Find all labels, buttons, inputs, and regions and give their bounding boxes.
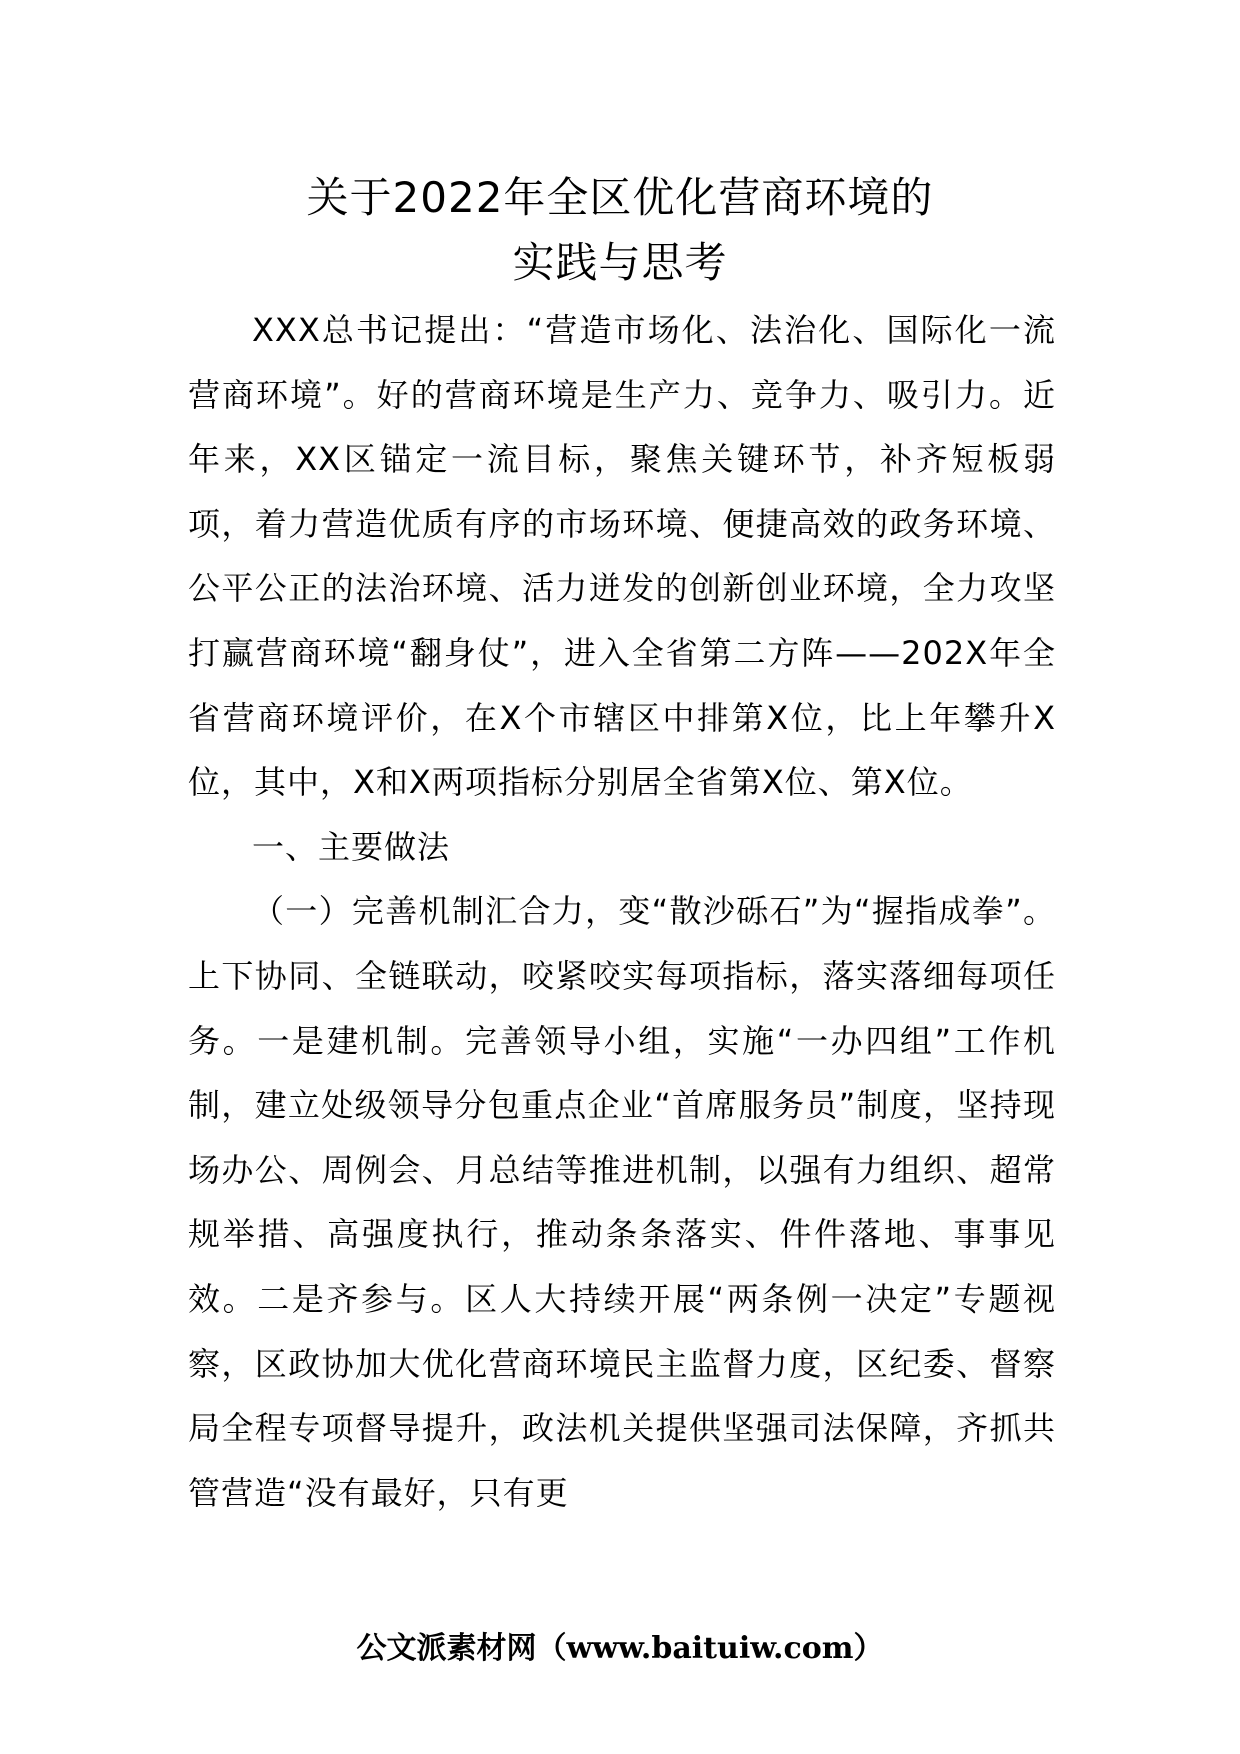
document-title-line-2: 实践与思考 [512,238,728,287]
paragraph-subsection-1: （一）完善机制汇合力，变“散沙砾石”为“握指成拳”。上下协同、全链联动，咬紧咬实每项指标，落实落细每项任务。一是建机制。完善领导小组，实施“一办四组”工作机制，建立处级领导分包重点企业“首席服务员”制度，坚持现场办公、周例会、月总结等推进机制，以强有力组织、超常规举措、高强度执行，推动条条落实、件件落地、事事见效。二是齐参与。区人大持续开展“两条例一决定”专题视察，区政协加大优化营商环境民主监督力度，区纪委、督察局全程专项督导提升，政法机关提供坚强司法保障，齐抓共管营造“没有最好，只有更 [188,892,1056,1512]
paragraph-intro: XXX总书记提出：“营造市场化、法治化、国际化一流营商环境”。好的营商环境是生产力、竞争力、吸引力。近年来，XX区锚定一流目标，聚焦关键环节，补齐短板弱项，着力营造优质有序的市场环境、便捷高效的政务环境、公平公正的法治环境、活力迸发的创新创业环境，全力攻坚打赢营商环境“翻身仗”，进入全省第二方阵——202X年全省营商环境评价，在X个市辖区中排第X位，比上年攀升X位，其中，X和X两项指标分别居全省第X位、第X位。 [188,311,1056,802]
document-body [188,298,1056,1525]
document-title-line-1: 关于2022年全区优化营商环境的 [306,173,934,222]
source-watermark-footer: 公文派素材网（www.baituiw.com） [356,1631,884,1666]
section-heading: 一、主要做法 [252,827,451,866]
